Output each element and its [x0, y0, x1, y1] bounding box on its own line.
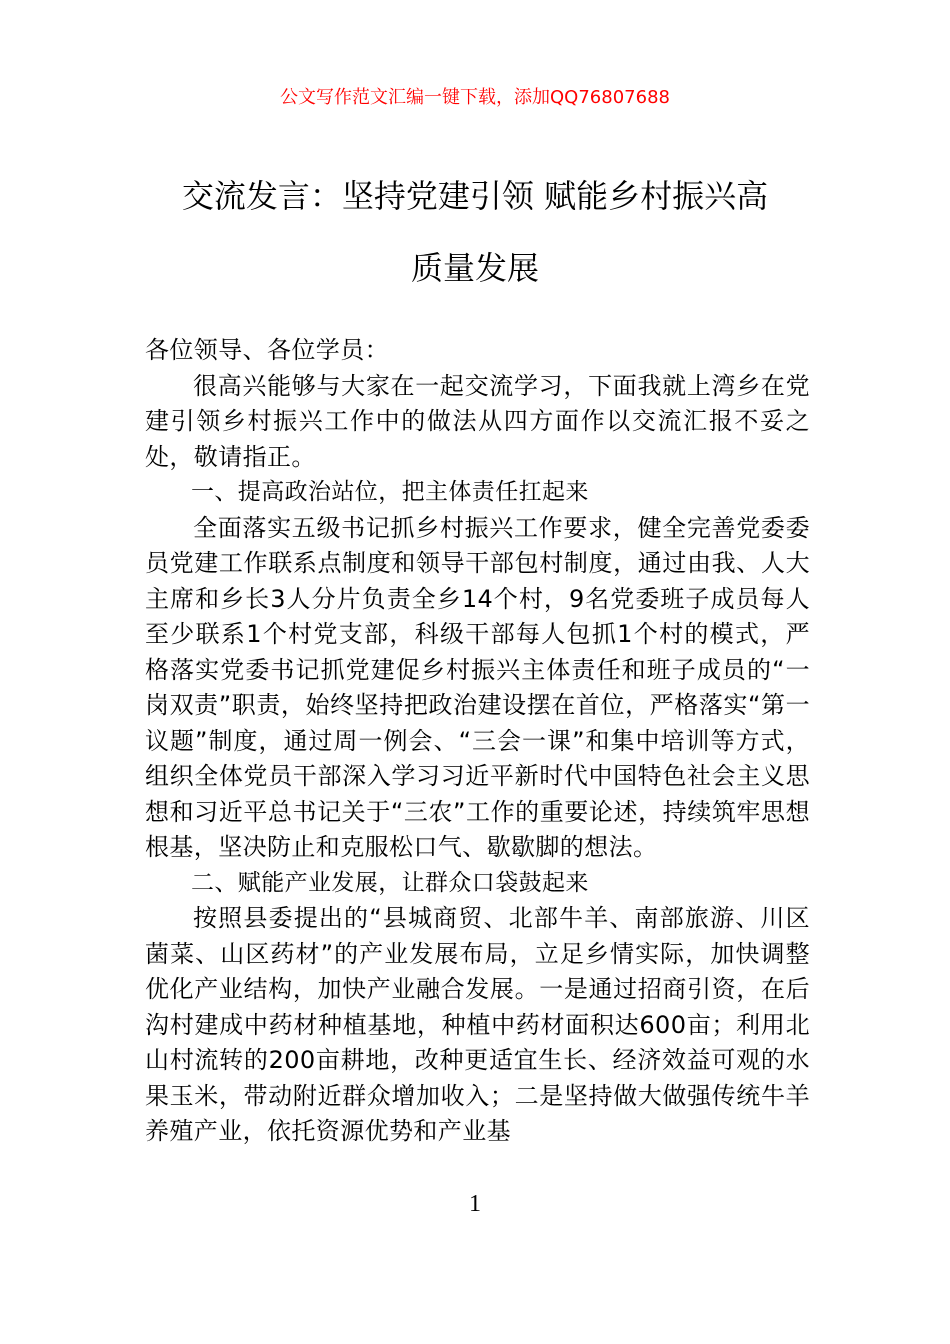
- section-1-paragraph: 全面落实五级书记抓乡村振兴工作要求，健全完善党委委员党建工作联系点制度和领导干部包村制度，通过由我、人大主席和乡长3人分片负责全乡14个村，9名党委班子成员每人至少联系1个村党支部，科级干部每人包抓1个村的模式，严格落实党委书记抓党建促乡村振兴主体责任和班子成员的“一岗双责”职责，始终坚持把政治建设摆在首位，严格落实“第一议题”制度，通过周一例会、“三会一课”和集中培训等方式，组织全体党员干部深入学习习近平新时代中国特色社会主义思想和习近平总书记关于“三农”工作的重要论述，持续筑牢思想根基，坚决防止和克服松口气、歇歇脚的想法。: [145, 513, 810, 861]
- intro-paragraph: 很高兴能够与大家在一起交流学习，下面我就上湾乡在党建引领乡村振兴工作中的做法从四方面作以交流汇报不妥之处，敬请指正。: [145, 371, 810, 471]
- page-number: 1: [469, 1191, 481, 1217]
- document-title-line-1: 交流发言：坚持党建引领 赋能乡村振兴高: [181, 177, 769, 215]
- salutation: 各位领导、各位学员：: [145, 336, 389, 364]
- section-heading-1: 一、提高政治站位，把主体责任扛起来: [191, 479, 589, 505]
- document-title-line-2: 质量发展: [410, 249, 539, 287]
- section-heading-2: 二、赋能产业发展，让群众口袋鼓起来: [191, 869, 589, 896]
- download-banner: 公文写作范文汇编一键下载，添加QQ76807688: [280, 87, 670, 108]
- section-2-paragraph: 按照县委提出的“县城商贸、北部牛羊、南部旅游、川区菌菜、山区药材”的产业发展布局，立足乡情实际，加快调整优化产业结构，加快产业融合发展。一是通过招商引资，在后沟村建成中药材种植基地，种植中药材面积达600亩；利用北山村流转的200亩耕地，改种更适宜生长、经济效益可观的水果玉米，带动附近群众增加收入；二是坚持做大做强传统牛羊养殖产业，依托资源优势和产业基: [145, 904, 810, 1145]
- document-body: [145, 333, 810, 1150]
